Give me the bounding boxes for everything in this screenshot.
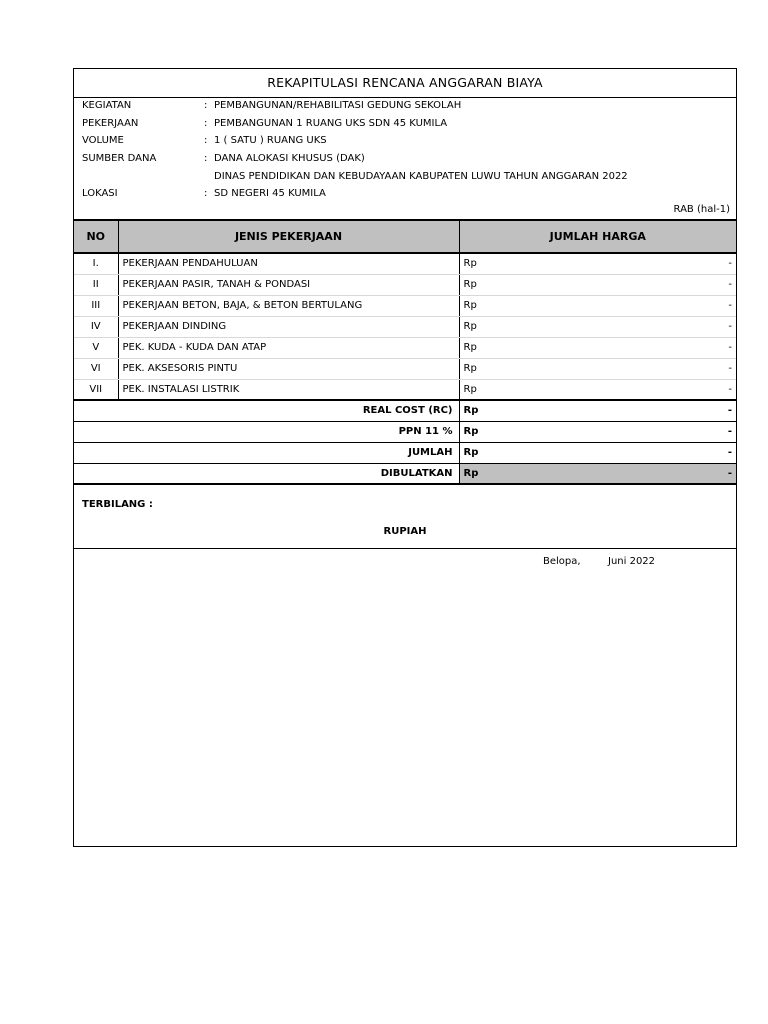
amount: - [727, 426, 732, 437]
table-row [74, 337, 736, 358]
summary-label: REAL COST (RC) [74, 400, 459, 421]
currency: Rp [463, 258, 477, 270]
amount: - [727, 447, 732, 458]
amount: - [728, 383, 732, 395]
summary-price [459, 400, 736, 421]
summary-ppn [74, 421, 736, 442]
summary-real-cost [74, 400, 736, 421]
info-value: DINAS PENDIDIKAN DAN KEBUDAYAAN KABUPATEN LUWU TAHUN ANGGARAN 2022 [214, 171, 628, 182]
table-row [74, 295, 736, 316]
rab-table [74, 219, 736, 485]
info-colon: : [204, 188, 208, 199]
summary-dibulatkan [74, 463, 736, 484]
row-job: PEKERJAAN BETON, BAJA, & BETON BERTULANG [118, 295, 459, 316]
signature-date: Juni 2022 [608, 556, 656, 567]
row-price [459, 253, 736, 274]
row-no: IV [74, 316, 118, 337]
currency: Rp [463, 467, 479, 479]
amount: - [728, 321, 732, 332]
row-no: II [74, 274, 118, 295]
info-label: PEKERJAAN [82, 118, 139, 129]
table-row [74, 253, 736, 274]
row-job: PEK. INSTALASI LISTRIK [118, 379, 459, 400]
currency: Rp [463, 342, 477, 353]
info-label: VOLUME [82, 135, 124, 146]
currency: Rp [463, 300, 477, 311]
row-no: VII [74, 379, 118, 400]
info-value: DANA ALOKASI KHUSUS (DAK) [214, 153, 365, 164]
summary-price [459, 463, 736, 484]
row-job: PEKERJAAN PASIR, TANAH & PONDASI [118, 274, 459, 295]
document-title: REKAPITULASI RENCANA ANGGARAN BIAYA [74, 69, 736, 98]
info-colon: : [204, 135, 208, 146]
currency: Rp [463, 321, 477, 332]
row-job: PEKERJAAN DINDING [118, 316, 459, 337]
table-row [74, 274, 736, 295]
section-divider [74, 548, 736, 549]
row-no: VI [74, 358, 118, 379]
row-no: I. [74, 253, 118, 274]
rab-sheet [73, 68, 737, 847]
row-price [459, 274, 736, 295]
info-label: SUMBER DANA [82, 153, 157, 164]
info-colon: : [204, 100, 208, 111]
header-job: JENIS PEKERJAAN [118, 220, 459, 253]
info-colon: : [204, 118, 208, 129]
row-price [459, 358, 736, 379]
table-row [74, 379, 736, 400]
summary-price [459, 442, 736, 463]
table-header-row [74, 220, 736, 253]
amount: - [727, 405, 732, 417]
amount: - [727, 467, 732, 479]
summary-label: PPN 11 % [74, 421, 459, 442]
info-label: LOKASI [82, 188, 118, 199]
currency: Rp [463, 279, 477, 290]
currency: Rp [463, 447, 479, 458]
header-price: JUMLAH HARGA [459, 220, 736, 253]
row-price [459, 379, 736, 400]
row-no: V [74, 337, 118, 358]
signature-place: Belopa, [543, 556, 581, 567]
table-row [74, 316, 736, 337]
summary-price [459, 421, 736, 442]
currency: Rp [463, 383, 477, 395]
amount: - [728, 300, 732, 311]
info-value: SD NEGERI 45 KUMILA [214, 188, 326, 199]
terbilang-label: TERBILANG : [82, 499, 153, 510]
currency: Rp [463, 426, 479, 437]
info-value: PEMBANGUNAN 1 RUANG UKS SDN 45 KUMILA [214, 118, 448, 129]
row-price [459, 295, 736, 316]
row-price [459, 337, 736, 358]
info-value: PEMBANGUNAN/REHABILITASI GEDUNG SEKOLAH [214, 100, 462, 111]
currency: Rp [463, 363, 477, 374]
amount: - [728, 342, 732, 353]
summary-label: DIBULATKAN [74, 463, 459, 484]
currency: Rp [463, 405, 479, 417]
rupiah-label: RUPIAH [383, 526, 427, 537]
summary-label: JUMLAH [74, 442, 459, 463]
rab-page-label: RAB (hal-1) [673, 204, 730, 215]
info-colon: : [204, 153, 208, 164]
amount: - [728, 258, 732, 270]
row-job: PEK. AKSESORIS PINTU [118, 358, 459, 379]
row-job: PEKERJAAN PENDAHULUAN [118, 253, 459, 274]
row-job: PEK. KUDA - KUDA DAN ATAP [118, 337, 459, 358]
info-value: 1 ( SATU ) RUANG UKS [214, 135, 327, 146]
row-no: III [74, 295, 118, 316]
amount: - [728, 279, 732, 290]
table-row [74, 358, 736, 379]
amount: - [728, 363, 732, 374]
info-label: KEGIATAN [82, 100, 132, 111]
summary-jumlah [74, 442, 736, 463]
row-price [459, 316, 736, 337]
header-no: NO [74, 220, 118, 253]
